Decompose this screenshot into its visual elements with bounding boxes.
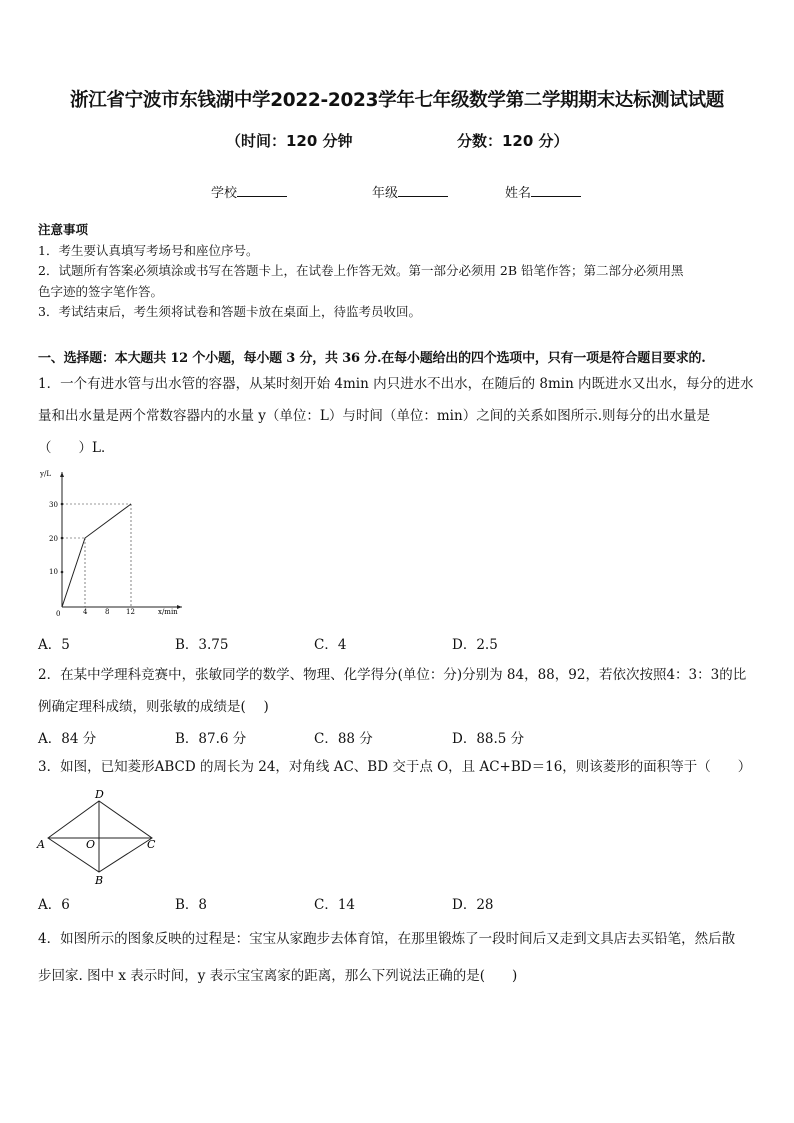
grade-label: 年级: [372, 186, 399, 201]
option-b[interactable]: B．3.75: [175, 637, 229, 653]
y-tick-label: 10: [49, 568, 58, 576]
school-label: 学校: [211, 186, 238, 201]
exam-time: （时间：120 分钟: [226, 132, 353, 150]
school-blank[interactable]: [237, 184, 287, 197]
option-d[interactable]: D．2.5: [452, 637, 498, 653]
y-tick-dot: [61, 537, 64, 540]
question-line: 量和出水量是两个常数容器内的水量 y（单位：L）与时间（单位：min）之间的关系如图所示.则每分的出水量是: [38, 408, 710, 424]
school-field: [211, 182, 287, 201]
point-o-label: O: [86, 838, 96, 851]
y-tick-dot: [61, 571, 64, 574]
option-b[interactable]: B．8: [175, 897, 208, 913]
option-d[interactable]: D．88.5 分: [452, 731, 525, 747]
x-tick-label: 12: [126, 608, 135, 616]
x-tick-label: 8: [105, 608, 110, 616]
notice-item: 色字迹的签字笔作答。: [38, 283, 164, 299]
name-blank[interactable]: [531, 184, 581, 197]
question-line: 步回家. 图中 x 表示时间，y 表示宝宝离家的距离，那么下列说法正确的是( ): [38, 968, 518, 984]
question-line: （ ）L．: [38, 440, 115, 456]
rhombus-abcd: [48, 801, 152, 872]
option-c[interactable]: C．14: [314, 897, 356, 913]
question-line: 3．如图，已知菱形ABCD 的周长为 24，对角线 AC、BD 交于点 O，且 AC+BD＝16，则该菱形的面积等于（ ）: [38, 759, 752, 775]
y-tick-dot: [61, 503, 64, 506]
name-field: [505, 182, 581, 201]
exam-score: 分数：120 分）: [457, 132, 569, 150]
question-line: 1．一个有进水管与出水管的容器，从某时刻开始 4min 内只进水不出水，在随后的 8min 内既进水又出水，每分的进水: [38, 376, 754, 392]
question-line: 例确定理科成绩，则张敏的成绩是( ): [38, 699, 269, 715]
vertex-a-label: A: [37, 838, 45, 851]
notice-item: 3．考试结束后，考生须将试卷和答题卡放在桌面上，待监考员收回。: [38, 304, 421, 319]
vertex-d-label: D: [95, 788, 104, 801]
y-axis-label: y/L: [40, 470, 51, 478]
notice-item: 1．考生要认真填写考场号和座位序号。: [38, 242, 259, 258]
section-heading: 一、选择题：本大题共 12 个小题，每小题 3 分，共 36 分.在每小题给出的四个选项中，只有一项是符合题目要求的.: [38, 351, 706, 366]
x-tick-label: 4: [83, 608, 88, 616]
option-c[interactable]: C．4: [314, 637, 347, 653]
option-c[interactable]: C．88 分: [314, 731, 373, 747]
x-axis-arrow: [177, 605, 182, 609]
question-2: [38, 659, 760, 723]
question-line: 4．如图所示的图象反映的过程是：宝宝从家跑步去体育馆，在那里锻炼了一段时间后又走到文具店去买铅笔，然后散: [38, 931, 736, 947]
notice-item: 2．试题所有答案必须填涂或书写在答题卡上，在试卷上作答无效。第一部分必须用 2B 铅笔作答；第二部分必须用黑: [38, 263, 684, 278]
water-volume-line: [62, 504, 131, 607]
vertex-c-label: C: [147, 838, 156, 851]
option-b[interactable]: B．87.6 分: [175, 731, 247, 747]
grade-blank[interactable]: [398, 184, 448, 197]
y-axis-arrow: [60, 472, 64, 477]
page-title: 浙江省宁波市东钱湖中学2022-2023学年七年级数学第二学期期末达标测试试题: [70, 90, 724, 111]
notice-heading: 注意事项: [38, 222, 89, 237]
name-label: 姓名: [505, 186, 532, 201]
origin-label: 0: [56, 610, 61, 618]
x-axis-label: x/min: [158, 608, 178, 616]
y-tick-label: 30: [49, 501, 58, 509]
question-1: [38, 368, 760, 464]
question-3: [38, 751, 760, 783]
notice-section: [38, 220, 758, 323]
y-tick-label: 20: [49, 535, 58, 543]
vertex-b-label: B: [95, 874, 104, 887]
option-a[interactable]: A．6: [38, 897, 70, 913]
option-d[interactable]: D．28: [452, 897, 494, 913]
q1-graph: [32, 462, 192, 622]
question-line: 2．在某中学理科竞赛中，张敏同学的数学、物理、化学得分(单位：分)分别为 84，88，92，若依次按照4：3：3的比: [38, 667, 747, 683]
option-a[interactable]: A．84 分: [38, 731, 97, 747]
question-4: [38, 921, 760, 995]
grade-field: [372, 182, 448, 201]
option-a[interactable]: A．5: [38, 637, 70, 653]
q3-rhombus-figure: [34, 784, 164, 888]
